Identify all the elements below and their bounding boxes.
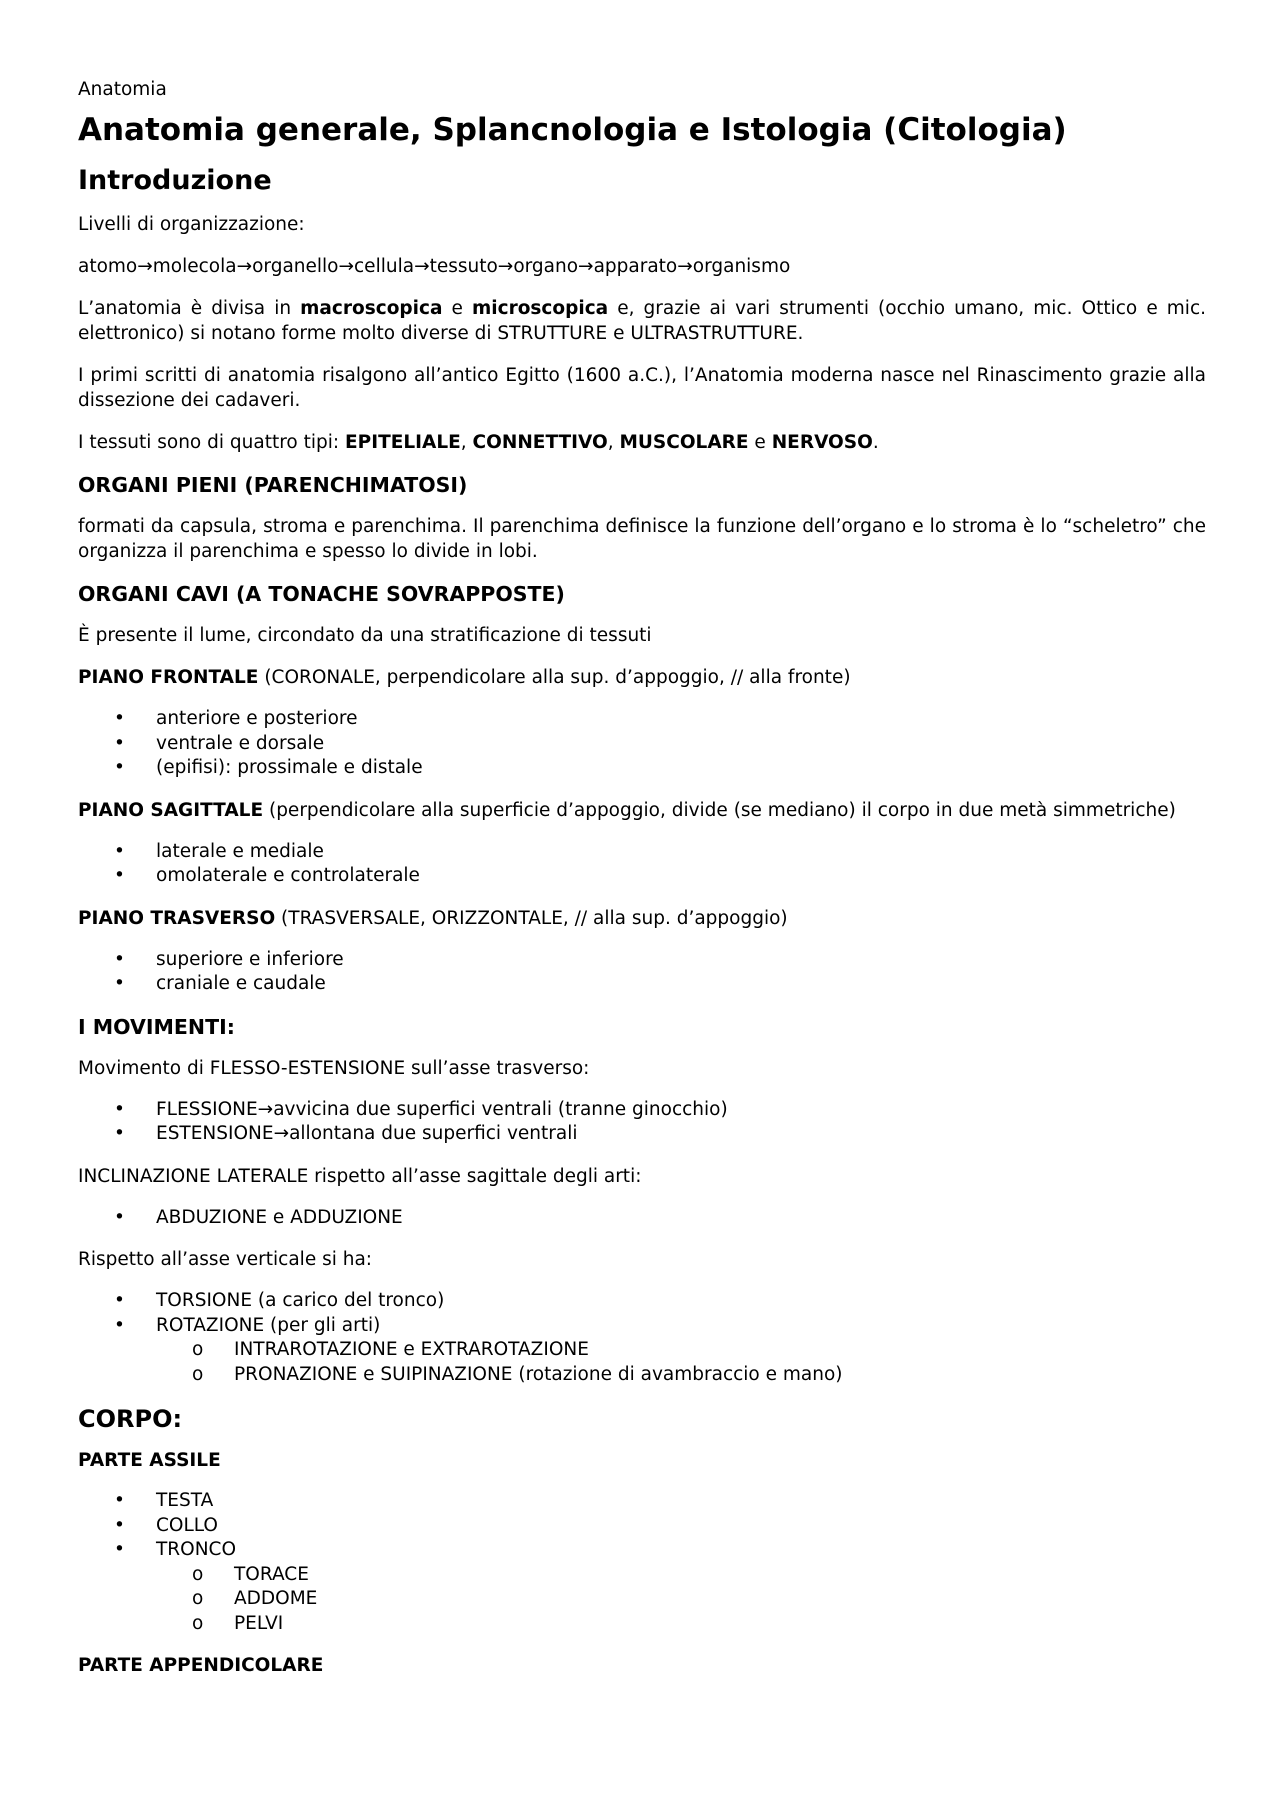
sublist-item-text: TORACE	[234, 1563, 309, 1585]
circle-bullet-icon: o	[192, 1612, 204, 1634]
text-span: .	[872, 432, 879, 453]
text-span: ,	[607, 432, 620, 453]
level-tessuto: tessuto	[429, 256, 498, 277]
text-span: (CORONALE, perpendicolare alla sup. d’appoggio, // alla fronte)	[258, 667, 851, 688]
list-item	[78, 1289, 1206, 1314]
sublist-item	[156, 1612, 1206, 1637]
text-span: e	[442, 298, 472, 319]
text-span: I tessuti sono di quattro tipi:	[78, 432, 345, 453]
flesso-label: Movimento di FLESSO-ESTENSIONE sull’asse trasverso:	[78, 1057, 590, 1079]
sublist-item-text: PRONAZIONE e SUIPINAZIONE (rotazione di avambraccio e mano)	[234, 1363, 843, 1385]
list-item-text: laterale e mediale	[156, 840, 324, 862]
list-item	[78, 972, 1206, 997]
arrow-icon: →	[257, 1098, 274, 1120]
bullet-icon: •	[114, 840, 125, 862]
level-apparato: apparato	[593, 256, 678, 277]
arrow-icon: →	[677, 256, 693, 277]
bullet-icon: •	[114, 1098, 125, 1120]
list-item-text: COLLO	[156, 1514, 218, 1536]
bold-microscopica: microscopica	[472, 298, 609, 319]
circle-bullet-icon: o	[192, 1588, 204, 1609]
bold-epiteliale: EPITELIALE	[345, 432, 461, 453]
bold-muscolare: MUSCOLARE	[619, 432, 749, 453]
list-item	[78, 1314, 1206, 1388]
list-item	[78, 1514, 1206, 1539]
intro-heading: Introduzione	[78, 165, 272, 196]
list-item-text: craniale e caudale	[156, 973, 326, 994]
sublist-item	[156, 1587, 1206, 1612]
arrow-icon: →	[236, 256, 253, 277]
list-item	[78, 840, 1206, 865]
piano-sagittale-label: PIANO SAGITTALE	[78, 799, 264, 821]
verticale-list	[78, 1289, 1206, 1387]
parte-appendicolare-heading: PARTE APPENDICOLARE	[78, 1655, 324, 1676]
parte-assile-heading: PARTE ASSILE	[78, 1450, 221, 1471]
piano-sagittale-list	[78, 840, 1206, 889]
sublist-item-text: INTRAROTAZIONE e EXTRAROTAZIONE	[234, 1339, 589, 1360]
bullet-icon: •	[114, 1123, 125, 1144]
inclinazione-list	[78, 1206, 1206, 1231]
circle-bullet-icon: o	[192, 1563, 204, 1585]
bold-connettivo: CONNETTIVO	[472, 432, 608, 453]
list-item	[78, 864, 1206, 889]
list-item	[78, 732, 1206, 757]
page-header: Anatomia	[78, 79, 167, 100]
list-item	[78, 1122, 1206, 1147]
scritti-paragraph: I primi scritti di anatomia risalgono all’antico Egitto (1600 a.C.), l’Anatomia moderna nasce nel Rinascimento grazie alla dissezione dei cadaveri.	[78, 365, 1206, 411]
list-item-text: ventrale e dorsale	[156, 732, 325, 754]
bullet-icon: •	[114, 973, 125, 994]
list-item-text: avvicina due superfici ventrali (tranne ginocchio)	[273, 1098, 728, 1120]
bullet-icon: •	[114, 1539, 125, 1560]
circle-bullet-icon: o	[192, 1339, 204, 1360]
arrow-icon: →	[137, 256, 153, 277]
level-atomo: atomo	[78, 256, 138, 277]
bullet-icon: •	[114, 757, 125, 778]
list-item	[78, 707, 1206, 732]
piano-trasverso-list	[78, 948, 1206, 997]
organi-pieni-heading: ORGANI PIENI (PARENCHIMATOSI)	[78, 473, 468, 497]
level-organo: organo	[513, 256, 579, 277]
list-item-text: ABDUZIONE e ADDUZIONE	[156, 1206, 403, 1228]
list-item-text: (epifisi): prossimale e distale	[156, 757, 423, 778]
level-organello: organello	[252, 256, 339, 277]
piano-frontale-list	[78, 707, 1206, 781]
piano-trasverso-label: PIANO TRASVERSO	[78, 907, 276, 929]
movimenti-heading: I MOVIMENTI:	[78, 1014, 235, 1039]
bullet-icon: •	[114, 1490, 125, 1511]
list-item	[78, 948, 1206, 973]
sublist-item	[156, 1363, 1206, 1388]
text-span: (TRASVERSALE, ORIZZONTALE, // alla sup. d’appoggio)	[275, 907, 788, 929]
bold-nervoso: NERVOSO	[771, 432, 873, 453]
arrow-icon: →	[273, 1123, 290, 1144]
circle-bullet-icon: o	[192, 1363, 204, 1385]
bullet-icon: •	[114, 1290, 125, 1311]
assile-list	[78, 1489, 1206, 1636]
bullet-icon: •	[114, 708, 125, 729]
list-item-text: anteriore e posteriore	[156, 708, 358, 729]
text-span: ,	[460, 432, 473, 453]
list-item-text: TORSIONE (a carico del tronco)	[156, 1290, 445, 1311]
list-item	[78, 756, 1206, 781]
arrow-icon: →	[578, 256, 594, 277]
text-span: e, grazie ai vari strumenti (occhio umano, mic. Ottico e mic. elettronico) si notano forme molto diverse di STRUTTURE e ULTRASTRUTTURE.	[78, 298, 1206, 344]
list-item-text: allontana due superfici ventrali	[289, 1123, 578, 1144]
tessuti-paragraph	[78, 430, 1206, 455]
list-item	[78, 1206, 1206, 1231]
level-organismo: organismo	[692, 256, 791, 277]
sublist-item	[156, 1338, 1206, 1363]
levels-chain	[78, 254, 1206, 279]
bold-macroscopica: macroscopica	[300, 298, 443, 319]
list-item-text: omolaterale e controlaterale	[156, 865, 420, 886]
list-item-text: superiore e inferiore	[156, 948, 344, 970]
arrow-icon: →	[338, 256, 355, 277]
list-item-text: TESTA	[156, 1490, 214, 1511]
rotazione-sublist	[156, 1338, 1206, 1387]
list-item	[78, 1098, 1206, 1123]
piano-frontale-paragraph	[78, 665, 1206, 690]
piano-frontale-label: PIANO FRONTALE	[78, 667, 259, 688]
text-span: e	[748, 432, 772, 453]
sublist-item	[156, 1563, 1206, 1588]
flesso-list	[78, 1098, 1206, 1147]
organi-cavi-text: È presente il lume, circondato da una stratificazione di tessuti	[78, 625, 652, 646]
bullet-icon: •	[114, 1314, 125, 1336]
organi-cavi-heading: ORGANI CAVI (A TONACHE SOVRAPPOSTE)	[78, 582, 565, 606]
sublist-item-text: ADDOME	[234, 1588, 318, 1609]
document-page	[78, 78, 1206, 1694]
list-item	[78, 1489, 1206, 1514]
levels-label: Livelli di organizzazione:	[78, 214, 305, 235]
arrow-icon: →	[414, 256, 430, 277]
inclinazione-label: INCLINAZIONE LATERALE rispetto all’asse sagittale degli arti:	[78, 1165, 642, 1187]
piano-trasverso-paragraph	[78, 906, 1206, 931]
bullet-icon: •	[114, 865, 125, 886]
bullet-icon: •	[114, 948, 125, 970]
list-item	[78, 1538, 1206, 1636]
piano-sagittale-paragraph	[78, 798, 1206, 823]
level-molecola: molecola	[152, 256, 237, 277]
bullet-icon: •	[114, 1206, 125, 1228]
arrow-icon: →	[497, 256, 514, 277]
flessione-label: FLESSIONE	[156, 1098, 258, 1120]
list-item-text: TRONCO	[156, 1539, 237, 1560]
corpo-heading: CORPO:	[78, 1405, 183, 1433]
estensione-label: ESTENSIONE	[156, 1123, 274, 1144]
bullet-icon: •	[114, 732, 125, 754]
text-span: L’anatomia è divisa in	[78, 298, 301, 319]
document-title: Anatomia generale, Splancnologia e Istologia (Citologia)	[78, 112, 1067, 148]
sublist-item-text: PELVI	[234, 1612, 284, 1634]
bullet-icon: •	[114, 1514, 125, 1536]
tronco-sublist	[156, 1563, 1206, 1637]
organi-pieni-text: formati da capsula, stroma e parenchima. Il parenchima definisce la funzione dell’organo e lo stroma è lo “scheletro” che organizza il parenchima e spesso lo divide in lobi.	[78, 516, 1206, 562]
anatomia-paragraph	[78, 296, 1206, 346]
list-item-text: ROTAZIONE (per gli arti)	[156, 1314, 381, 1336]
verticale-label: Rispetto all’asse verticale si ha:	[78, 1249, 373, 1270]
text-span: (perpendicolare alla superficie d’appoggio, divide (se mediano) il corpo in due metà simmetriche)	[263, 799, 1176, 821]
level-cellula: cellula	[354, 256, 415, 277]
